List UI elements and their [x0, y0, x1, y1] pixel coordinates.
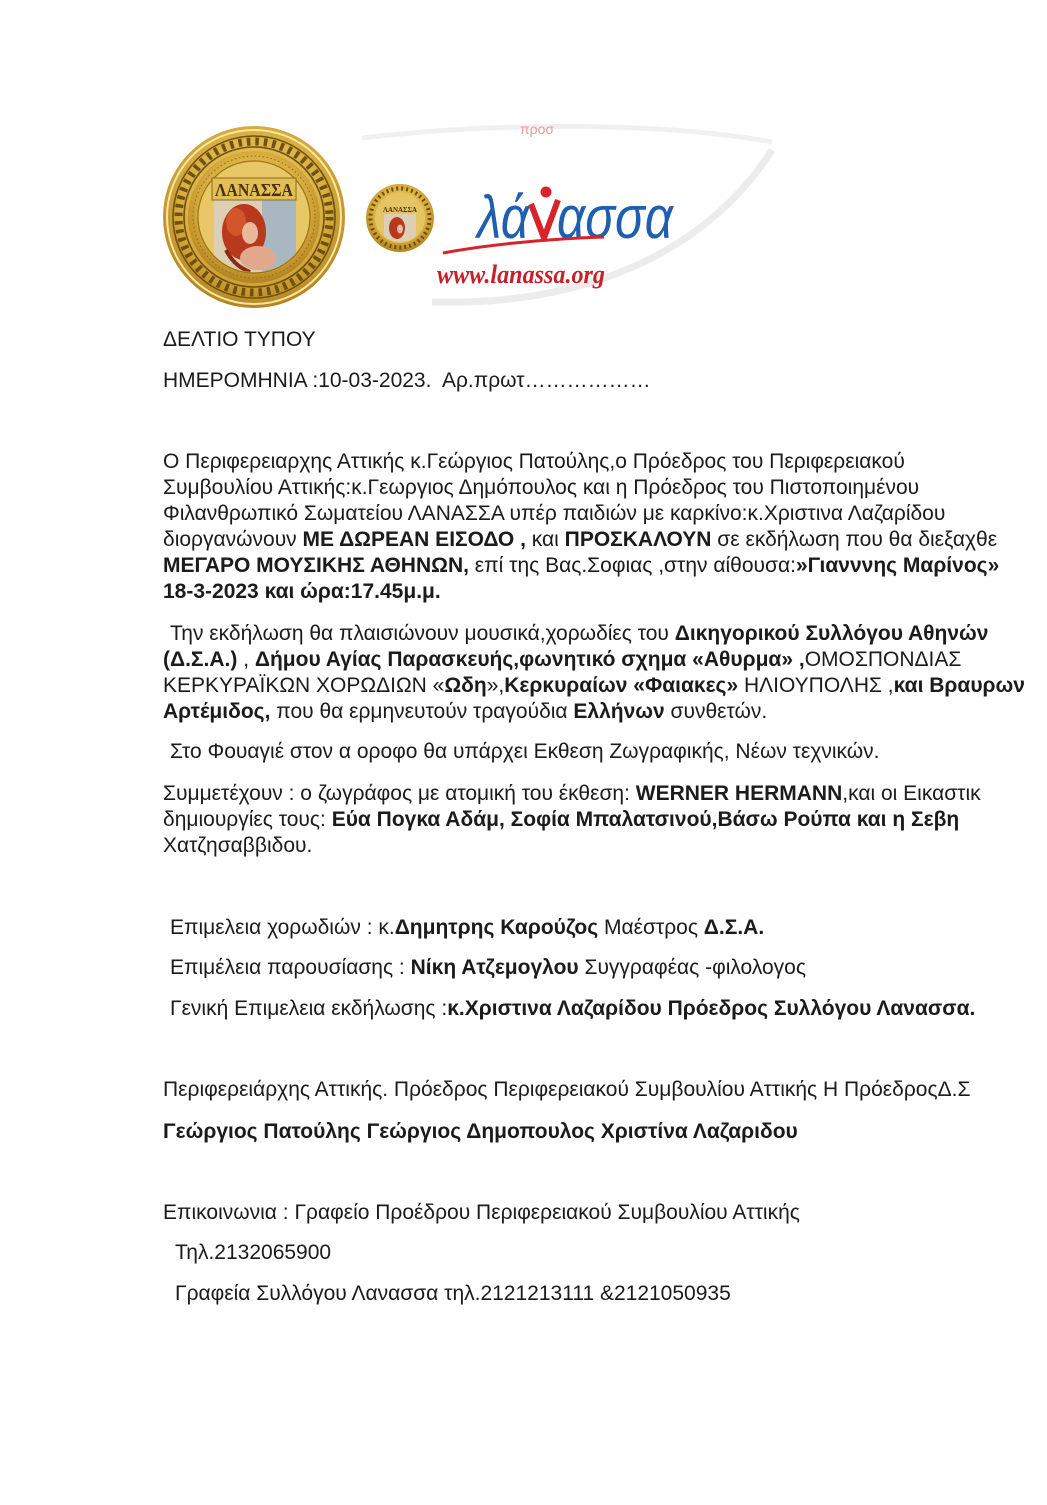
credit-label: Επιμελεια χορωδιών : κ. — [170, 916, 395, 939]
municipality-emphasis: Δήμου Αγίας Παρασκευής,φωνητικό σχημα «Αθυρμα» , — [254, 648, 805, 671]
small-seal-logo — [366, 184, 434, 252]
credit-presentation — [170, 955, 1047, 981]
free-entry-emphasis: ΜΕ ΔΩΡΕΑΝ ΕΙΣΟΔΟ , — [302, 528, 526, 551]
performers-text: συνθετών. — [664, 700, 768, 723]
credit-choirs — [170, 915, 1047, 941]
credit-role: Μαέστρος — [598, 916, 704, 939]
announcement-text: και — [525, 528, 565, 551]
participants-text: ,και οι Εικαστικ — [842, 782, 981, 805]
choir-name-emphasis: και Βραυρων — [893, 674, 1025, 697]
artists-names-emphasis: Εύα Πογκα Αδάμ, Σοφία Μπαλατσινού,Βάσω Ρούπα και η Σεβη — [331, 808, 960, 831]
credit-person: Δημητρης Καρούζος — [394, 916, 599, 939]
participants-line: Χατζησαββιδου. — [163, 834, 313, 857]
participants-line — [163, 807, 1047, 833]
contact-office: Επικοινωνια : Γραφείο Προέδρου Περιφερειακού Συμβουλίου Αττικής — [163, 1201, 800, 1224]
credit-label: Επιμέλεια παρουσίασης : — [170, 956, 411, 979]
seal-logo-text: ΛΑΝΑΣΣΑ — [215, 180, 293, 200]
announcement-line: Ο Περιφερειαρχης Αττικής κ.Γεώργιος Πατούλης,ο Πρόεδρος του Περιφερειακού — [163, 450, 905, 473]
website-text: www.lanassa.org — [437, 260, 605, 289]
performers-text: Την εκδήλωση θα πλαισιώνουν μουσικά,χορωδίες του — [170, 622, 675, 645]
choir-name-emphasis: Αρτέμιδος, — [163, 700, 271, 723]
announcement-line: Φιλανθρωπικό Σωματείου ΛΑΝΑΣΣΑ υπέρ παιδιών με καρκίνο:κ.Χριστινα Λαζαρίδου — [163, 502, 946, 525]
document-title: ΔΕΛΤΙΟ ΤΥΠΟΥ — [163, 328, 316, 351]
credit-general — [170, 996, 1047, 1022]
participants-line — [163, 781, 1047, 807]
painter-name-emphasis: WERNER HERMANN — [635, 782, 843, 805]
credit-role: Συγγραφέας -φιλολογος — [578, 956, 806, 979]
signatory-names: Γεώργιος Πατούλης Γεώργιος Δημοπουλος Χριστίνα Λαζαριδου — [163, 1120, 798, 1143]
credit-person: Νίκη Ατζεμογλου — [410, 956, 579, 979]
credit-person: κ.Χριστινα Λαζαρίδου Πρόεδρος Συλλόγου Λανασσα. — [447, 997, 976, 1020]
credit-label: Γενική Επιμελεια εκδήλωσης : — [170, 997, 448, 1020]
wordmark-end-text: ασσα — [557, 184, 675, 251]
announcement-line — [163, 553, 1047, 579]
lanassa-seal-logo — [163, 126, 345, 308]
invitation-emphasis: ΠΡΟΣΚΑΛΟΥΝ — [564, 528, 712, 551]
performers-text: », — [486, 674, 505, 697]
bar-association-emphasis: Δικηγορικού Συλλόγου Αθηνών — [674, 622, 989, 645]
performers-text: , — [237, 648, 255, 671]
performers-line — [163, 699, 1047, 725]
performers-text: που θα ερμηνευτούν τραγούδια — [270, 700, 574, 723]
hall-name-emphasis: »Γιανννης Μαρίνος» — [795, 554, 1000, 577]
participants-text: δημιουργίες τους: — [163, 808, 332, 831]
performers-line — [163, 673, 1047, 699]
performers-text: ΟΜΟΣΠΟΝΔΙΑΣ — [804, 648, 962, 671]
dsa-emphasis: (Δ.Σ.Α.) — [163, 648, 238, 671]
performers-text: ΚΕΡΚΥΡΑΪΚΩΝ ΧΟΡΩΔΙΩΝ « — [163, 674, 445, 697]
announcement-line: Συμβουλίου Αττικής:κ.Γεωργιος Δημόπουλος και η Πρόεδρος του Πιστοποιημένου — [163, 476, 920, 499]
performers-line — [170, 621, 1047, 647]
header-logos — [0, 0, 1047, 320]
announcement-text: διοργανώνουν — [163, 528, 303, 551]
credit-org: Δ.Σ.Α. — [703, 916, 765, 939]
small-seal-text: ΛΑΝΑΣΣΑ — [383, 205, 418, 214]
choir-name-emphasis: Ωδη — [444, 674, 487, 697]
participants-text: Συμμετέχουν : ο ζωγράφος με ατομική του έκθεση: — [163, 782, 636, 805]
event-datetime: 18-3-2023 και ώρα:17.45μ.μ. — [163, 580, 441, 603]
contact-association: Γραφεία Συλλόγου Λανασσα τηλ.2121213111 &2121050935 — [175, 1282, 731, 1305]
announcement-line — [163, 527, 1047, 553]
announcement-text: επί της Βας.Σοφιας ,στην αίθουσα: — [468, 554, 796, 577]
announcement-text: σε εκδήλωση που θα διεξαχθε — [711, 528, 998, 551]
lanassa-banner-logo — [346, 121, 776, 311]
wordmark-start-text: λά — [474, 184, 531, 251]
signatory-roles: Περιφερειάρχης Αττικής. Πρόεδρος Περιφερειακού Συμβουλίου Αττικής Η ΠρόεδροςΔ.Σ — [163, 1078, 971, 1101]
composers-emphasis: Ελλήνων — [573, 700, 665, 723]
date-line: ΗΜΕΡΟΜΗΝΙΑ :10-03-2023. Αρ.πρωτ……………… — [163, 369, 651, 392]
performers-line — [163, 647, 1047, 673]
contact-phone: Τηλ.2132065900 — [175, 1241, 332, 1264]
performers-text: ΗΛΙΟΥΠΟΛΗΣ , — [738, 674, 894, 697]
banner-fragment-text: προσ — [520, 121, 555, 137]
exhibition-note: Στο Φουαγιέ στον α οροφο θα υπάρχει Εκθεση Ζωγραφικής, Νέων τεχνικών. — [170, 740, 880, 763]
choir-name-emphasis: Κερκυραίων «Φαιακες» — [504, 674, 739, 697]
venue-emphasis: ΜΕΓΑΡΟ ΜΟΥΣΙΚΗΣ ΑΘΗΝΩΝ, — [163, 554, 469, 577]
